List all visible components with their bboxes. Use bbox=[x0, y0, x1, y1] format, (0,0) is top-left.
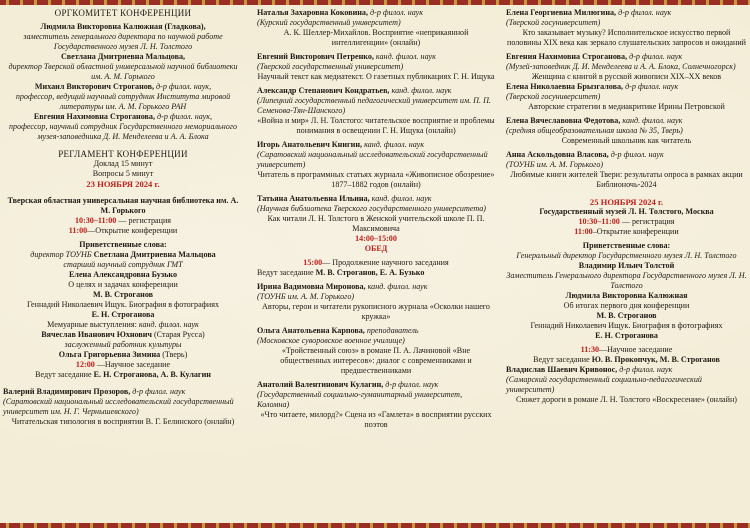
speaker-org: (Музей-заповедник Д. И. Менделеева и А. А. Блока, Солнечногорск) bbox=[506, 62, 736, 71]
day-two-date: 25 НОЯБРЯ 2024 г. bbox=[589, 197, 664, 207]
speaker-org: (Научная библиотека Тверского государственного университета) bbox=[257, 204, 486, 213]
session-chairs: М. В. Строганов, Е. А. Бузько bbox=[315, 268, 425, 277]
column-left bbox=[3, 8, 243, 520]
talk-title: Сюжет дороги в романе Л. Н. Толстого «Воскресение» (онлайн) bbox=[516, 395, 737, 404]
speaker-degree: канд. филол. наук bbox=[389, 86, 452, 95]
talk-title: А. К. Шеллер-Михайлов. Восприятие «неприкаянной интеллигенции» (онлайн) bbox=[283, 28, 469, 47]
session-line bbox=[3, 360, 243, 370]
talk-title: Авторские стратегии в медиакритике Ирины Петровской bbox=[528, 102, 725, 111]
session-resume-line bbox=[257, 258, 495, 268]
speaker-degree: канд. филол. наук bbox=[369, 194, 432, 203]
report-duration: Доклад 15 минут bbox=[93, 159, 153, 168]
speaker-degree: канд. филол. наук bbox=[365, 282, 428, 291]
memoir-speaker-city: (Тверь) bbox=[160, 350, 188, 359]
speaker-line bbox=[506, 116, 747, 126]
speaker-org: (Липецкий государственный педагогический университет им. П. П. Семенова-Тян-Шанского) bbox=[257, 96, 491, 115]
speaker-degree: д-р филол. наук bbox=[608, 150, 664, 159]
speaker-org: (Тверской госуниверситет) bbox=[506, 92, 601, 101]
speaker-line bbox=[506, 52, 747, 62]
speaker-name: Евгения Нахимовна Строганова, bbox=[506, 52, 628, 61]
speaker-degree: д-р филол. наук bbox=[368, 8, 424, 17]
talk-title: Геннадий Николаевич Ищук. Биография в фотографиях bbox=[26, 300, 220, 309]
talk-title: Читательская типология в восприятии В. Г. Белинского (онлайн) bbox=[11, 417, 235, 426]
session-chairs-label: Ведут заседание bbox=[533, 355, 592, 364]
orgcom-member-line bbox=[3, 112, 243, 122]
talk-title: «Война и мир» Л. Н. Толстого: читательское восприятие и проблемы понимания в освещении Г. Н. Ищука (онлайн) bbox=[257, 116, 495, 135]
welcome-speaker-role: Заместитель Генерального директора Государственного музея Л. Н. Толстого bbox=[506, 271, 747, 290]
speaker-name: Владислав Шаевич Кривонос, bbox=[506, 365, 618, 374]
welcome-speaker-line bbox=[3, 250, 243, 260]
registration-time: 10:30–11:00 bbox=[578, 217, 620, 226]
speaker-line bbox=[257, 140, 495, 150]
welcome-speaker-role: Генеральный директор Государственного музея Л. Н. Толстого bbox=[516, 251, 737, 260]
speaker-name: Татьяна Анатольевна Ильина, bbox=[257, 194, 370, 203]
session-chairs-label: Ведут заседание bbox=[35, 370, 94, 379]
speaker-org: (Саратовский национальный исследовательский государственный университет им. Н. Г. Чернышевского) bbox=[3, 397, 234, 416]
memoir-speaker-role: заслуженный работник культуры bbox=[64, 340, 182, 349]
speaker-name: Валерий Владимирович Прозоров, bbox=[3, 387, 131, 396]
talk-title: Современный школьник как читатель bbox=[561, 136, 692, 145]
orgcom-member-name: Светлана Дмитриевна Мальцова, bbox=[60, 52, 186, 61]
talk-title: Женщина с книгой в русской живописи XIX–XX веков bbox=[531, 72, 722, 81]
memoir-speaker-city: (Старая Русса) bbox=[151, 330, 205, 339]
orgcom-member-degree: д-р филол. наук, bbox=[155, 112, 213, 121]
speaker-degree: д-р филол. наук bbox=[616, 8, 672, 17]
speaker-line bbox=[506, 82, 747, 92]
talk-speaker: М. В. Строганов bbox=[92, 290, 154, 299]
orgcom-member-role: директор Тверской областной универсальной научной библиотеки им. А. М. Горького bbox=[8, 62, 238, 81]
speaker-org: (ТОУНБ им. А. М. Горького) bbox=[506, 160, 604, 169]
talk-title: О целях и задачах конференции bbox=[68, 280, 178, 289]
speaker-degree: д-р филол. наук bbox=[627, 52, 683, 61]
welcome-heading: Приветственные слова: bbox=[582, 241, 671, 250]
speaker-org: (Саратовский национальный исследовательский государственный университет) bbox=[257, 150, 488, 169]
session-chairs: Ю. В. Прокопчук, М. В. Строганов bbox=[591, 355, 720, 364]
talk-title: Как читали Л. Н. Толстого в Женской учительской школе П. П. Максимовича bbox=[267, 214, 485, 233]
orgcom-member-role: профессор, ведущий научный сотрудник Института мировой литературы им. А. М. Горького РАН bbox=[15, 92, 231, 111]
speaker-name: Александр Степанович Кондратьев, bbox=[257, 86, 390, 95]
speaker-degree: д-р филол. наук bbox=[617, 365, 673, 374]
talk-title: Об итогах первого дня конференции bbox=[563, 301, 690, 310]
speaker-org: (Московское суворовское военное училище) bbox=[257, 336, 405, 345]
speaker-line bbox=[3, 387, 243, 397]
speaker-degree: канд. филол. наук bbox=[373, 52, 436, 61]
welcome-speaker-name: Владимир Ильич Толстой bbox=[578, 261, 675, 270]
session-line bbox=[506, 345, 747, 355]
speaker-line bbox=[257, 194, 495, 204]
talk-speaker: Е. Н. Строганова bbox=[595, 331, 658, 340]
welcome-speaker-role: директор ТОУНБ bbox=[30, 250, 94, 259]
registration-label: — регистрация bbox=[619, 217, 675, 226]
speaker-name: Елена Вячеславовна Федотова, bbox=[506, 116, 621, 125]
session-time: 11:30 bbox=[580, 345, 600, 354]
session-chairs-line bbox=[506, 355, 747, 365]
lunch-label: ОБЕД bbox=[364, 244, 388, 253]
speaker-name: Ольга Анатольевна Карпова, bbox=[257, 326, 365, 335]
speaker-org: (Тверской государственный университет) bbox=[257, 62, 404, 71]
speaker-degree: д-р филол. наук bbox=[623, 82, 679, 91]
talk-title: Кто заказывает музыку? Исполнительское искусство первой половины XIX века как зеркало слушательских запросов и ожиданий bbox=[507, 28, 746, 47]
speaker-org: (Государственный социально-гуманитарный университет, Коломна) bbox=[257, 390, 463, 409]
orgcom-heading: ОРГКОМИТЕТ КОНФЕРЕНЦИИ bbox=[54, 8, 192, 18]
registration-time: 10:30–11:00 bbox=[74, 216, 117, 225]
talk-speaker: Е. Н. Строганова bbox=[91, 310, 155, 319]
memoirs-degree: канд. филол. наук bbox=[138, 320, 199, 329]
day-one-venue: Тверская областная универсальная научная библиотека им. А. М. Горького bbox=[7, 196, 239, 215]
bottom-ornament-border bbox=[0, 523, 750, 528]
day-one-date: 23 НОЯБРЯ 2024 г. bbox=[86, 179, 160, 189]
talk-title: Научный текст как медиатекст. О газетных публикациях Г. Н. Ищука bbox=[257, 72, 495, 81]
reglament-heading: РЕГЛАМЕНТ КОНФЕРЕНЦИИ bbox=[58, 149, 188, 159]
speaker-org: (ТОУНБ им. А. М. Горького) bbox=[257, 292, 355, 301]
opening-time: 11:00 bbox=[68, 226, 88, 235]
session-time: 12:00 bbox=[75, 360, 95, 369]
welcome-speaker-role: старший научный сотрудник ГМТ bbox=[63, 260, 183, 269]
speaker-org: (Курский государственный университет) bbox=[257, 18, 401, 27]
welcome-speaker-name: Светлана Дмитриевна Мальцова bbox=[93, 250, 216, 259]
session-chairs-line bbox=[257, 268, 495, 278]
talk-title: «Тройственный союз» в романе П. А. Лачиновой «Вне общественных интересов»: диалог с современниками и предшественниками bbox=[280, 346, 472, 375]
opening-time: 11:00 bbox=[574, 227, 593, 236]
questions-duration: Вопросы 5 минут bbox=[92, 169, 154, 178]
opening-line bbox=[3, 226, 243, 236]
column-right bbox=[506, 8, 747, 520]
opening-line bbox=[506, 227, 747, 237]
session-resume-label: — Продолжение научного заседания bbox=[322, 258, 449, 267]
session-label: —Научное заседание bbox=[599, 345, 673, 354]
session-chairs-label: Ведут заседание bbox=[257, 268, 316, 277]
session-chairs-line bbox=[3, 370, 243, 380]
session-chairs: Е. Н. Строганова, А. В. Кулагин bbox=[93, 370, 211, 379]
speaker-name: Наталья Захаровна Коковина, bbox=[257, 8, 368, 17]
orgcom-member-degree: д-р филол. наук, bbox=[154, 82, 212, 91]
registration-label: — регистрация bbox=[116, 216, 172, 225]
speaker-name: Евгений Викторович Петренко, bbox=[257, 52, 374, 61]
speaker-line bbox=[506, 8, 747, 18]
talk-title: Любимые книги жителей Твери: результаты опроса в рамках акции Библионочь-2024 bbox=[510, 170, 743, 189]
day-two-venue: Государственный музей Л. Н. Толстого, Москва bbox=[539, 207, 714, 216]
registration-line bbox=[3, 216, 243, 226]
speaker-degree: преподаватель bbox=[364, 326, 419, 335]
speaker-degree: д-р филол. наук bbox=[130, 387, 186, 396]
speaker-org: (средняя общеобразовательная школа № 35, Тверь) bbox=[506, 126, 683, 135]
top-ornament-border bbox=[0, 0, 750, 5]
memoir-speaker-line bbox=[3, 330, 243, 340]
talk-speaker: М. В. Строганов bbox=[596, 311, 657, 320]
speaker-line bbox=[257, 52, 495, 62]
speaker-line bbox=[257, 326, 495, 336]
opening-label: —Открытие конференции bbox=[87, 226, 178, 235]
speaker-line bbox=[257, 380, 495, 390]
speaker-degree: канд. филол. наук bbox=[620, 116, 683, 125]
memoir-speaker-name: Вячеслав Иванович Юхнович bbox=[41, 330, 152, 339]
speaker-line bbox=[257, 86, 495, 96]
speaker-degree: д-р филол. наук bbox=[383, 380, 439, 389]
talk-title: Авторы, герои и читатели рукописного журнала «Осколки нашего кружка» bbox=[262, 302, 490, 321]
speaker-line bbox=[506, 365, 747, 375]
welcome-speaker-name: Людмила Викторовна Калюжная bbox=[565, 291, 688, 300]
talk-title: «Что читаете, милорд?» Сцена из «Гамлета» в восприятии русских поэтов bbox=[260, 410, 492, 429]
column-middle bbox=[257, 8, 495, 520]
talk-title: Геннадий Николаевич Ищук. Биография в фотографиях bbox=[530, 321, 723, 330]
orgcom-member-role: заместитель генерального директора по научной работе Государственного музея Л. Н. Толстого bbox=[23, 32, 223, 51]
orgcom-member-name: Михаил Викторович Строганов, bbox=[34, 82, 155, 91]
speaker-line bbox=[506, 150, 747, 160]
orgcom-member-role: профессор, научный сотрудник Государственного мемориального музея-заповедника Д. И. Менделеева и А. А. Блока bbox=[9, 122, 237, 141]
welcome-heading: Приветственные слова: bbox=[79, 240, 167, 249]
memoir-speaker-line bbox=[3, 350, 243, 360]
welcome-speaker-name: Елена Александровна Бузько bbox=[69, 270, 177, 279]
speaker-name: Елена Николаевна Брызгалова, bbox=[506, 82, 624, 91]
opening-label: –Открытие конференции bbox=[592, 227, 679, 236]
speaker-name: Анатолий Валентинович Кулагин, bbox=[257, 380, 384, 389]
orgcom-member-name: Людмила Викторовна Калюжная (Гладкова), bbox=[40, 22, 206, 31]
speaker-line bbox=[257, 282, 495, 292]
orgcom-member-name: Евгения Нахимовна Строганова, bbox=[33, 112, 155, 121]
speaker-name: Ирина Вадимовна Миронова, bbox=[257, 282, 366, 291]
speaker-name: Игорь Анатольевич Книгин, bbox=[257, 140, 363, 149]
memoir-speaker-name: Ольга Григорьевна Зимина bbox=[58, 350, 161, 359]
lunch-time: 14:00–15:00 bbox=[355, 234, 397, 243]
session-label: —Научное заседание bbox=[94, 360, 171, 369]
orgcom-member-line bbox=[3, 82, 243, 92]
session-resume-time: 15:00 bbox=[303, 258, 323, 267]
memoirs-line bbox=[3, 320, 243, 330]
speaker-org: (Самарский государственный социально-педагогический университет) bbox=[506, 375, 702, 394]
talk-title: Читатель в программных статьях журнала «Живописное обозрение» 1877–1882 годов (онлайн) bbox=[257, 170, 495, 189]
speaker-org: (Тверской госуниверситет) bbox=[506, 18, 601, 27]
speaker-name: Елена Георгиевна Милюгина, bbox=[506, 8, 617, 17]
speaker-line bbox=[257, 8, 495, 18]
registration-line bbox=[506, 217, 747, 227]
speaker-name: Анна Аскольдовна Власова, bbox=[506, 150, 609, 159]
speaker-degree: канд. филол. наук bbox=[362, 140, 425, 149]
memoirs-label: Мемуарные выступления: bbox=[47, 320, 139, 329]
